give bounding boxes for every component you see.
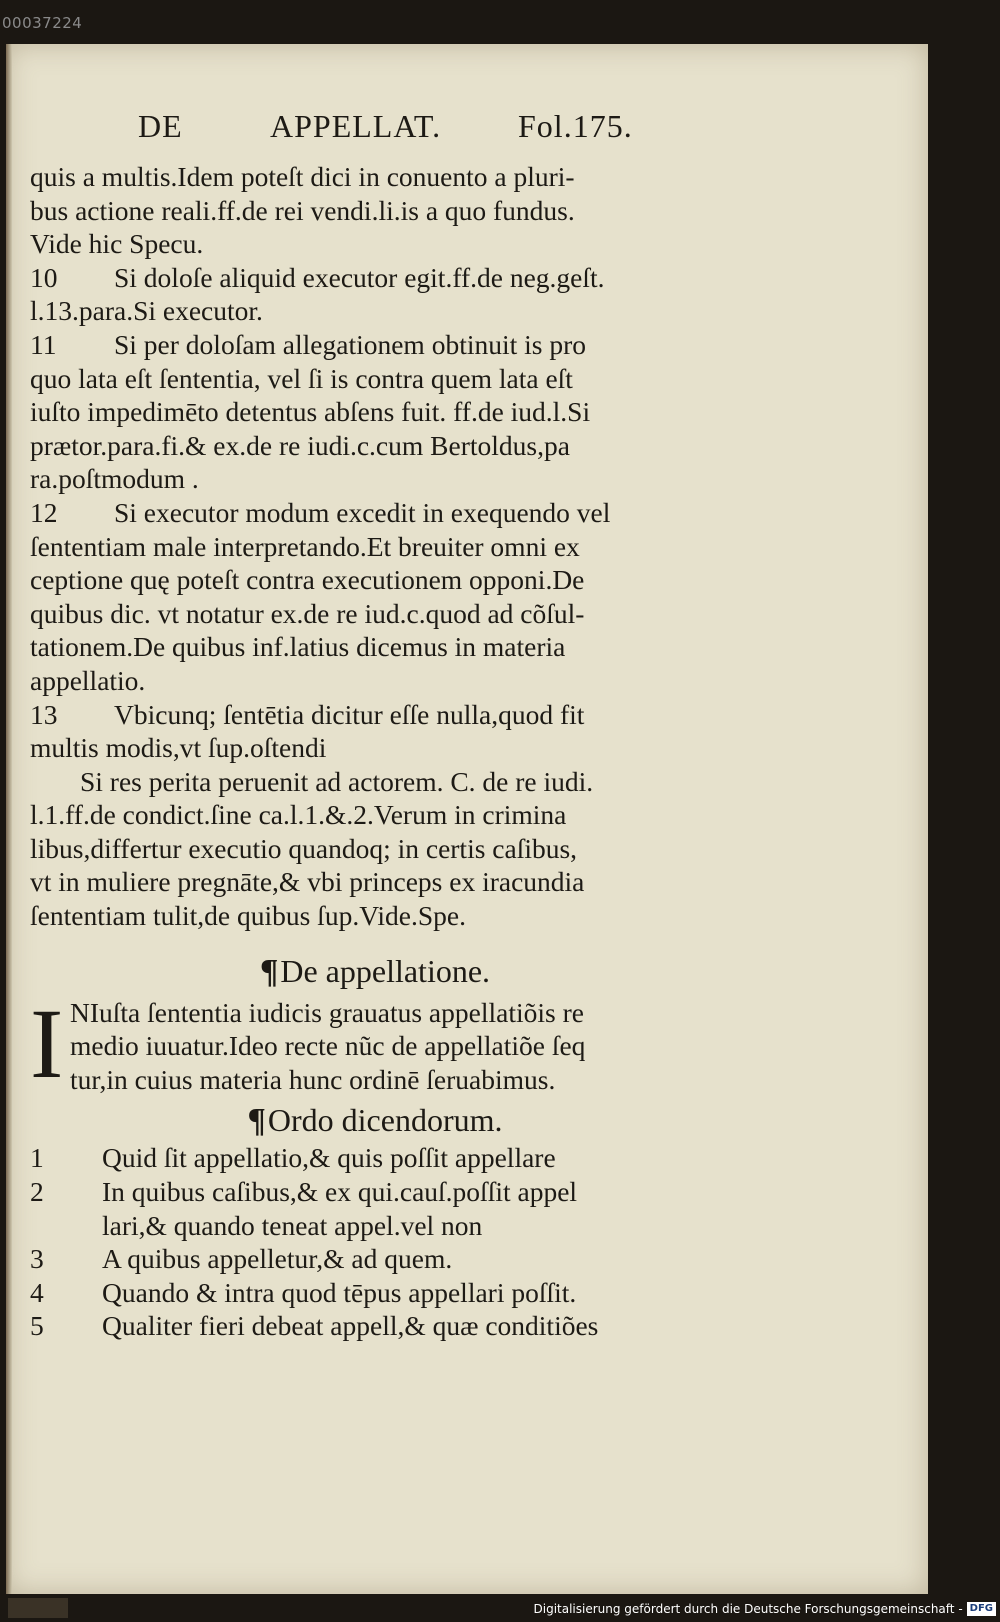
line-text: ra.poſtmodum . xyxy=(30,463,199,495)
order-item-number: 2 xyxy=(30,1176,44,1208)
line-text: quis a multis.Idem poteſt dici in conuento a pluri- xyxy=(30,161,575,192)
line-text: Si doloſe aliquid executor egit.ff.de neg.geſt. xyxy=(114,261,605,293)
text-line xyxy=(30,462,720,496)
text-line xyxy=(30,731,720,765)
line-text: Si per doloſam allegationem obtinuit is pro xyxy=(114,328,587,360)
order-item-text: In quibus caſibus,& ex qui.cauſ.poſſit appel xyxy=(102,1176,578,1208)
line-text: tationem.De quibus inf.latius dicemus in materia xyxy=(30,631,566,663)
order-item xyxy=(30,1309,720,1343)
text-line xyxy=(30,664,720,698)
line-text: bus actione reali.ff.de rei vendi.li.is a quo fundus. xyxy=(30,194,575,226)
paragraph-number: 10 xyxy=(30,261,58,293)
section-title-ordo xyxy=(30,1100,720,1141)
text-line xyxy=(30,630,720,664)
text-line xyxy=(30,496,720,530)
line-text: Vbicunq; ſentētia dicitur eſſe nulla,quod fit xyxy=(114,698,585,730)
header-middle: APPELLAT. xyxy=(270,108,442,144)
line-text: prætor.para.fi.& ex.de re iudi.c.cum Bertoldus,pa xyxy=(30,429,570,461)
credit-text: Digitalisierung gefördert durch die Deutsche Forschungsgemeinschaft - xyxy=(533,1602,963,1616)
line-text: libus,differtur executio quandoq; in certis caſibus, xyxy=(30,832,578,864)
text-line xyxy=(30,160,720,194)
order-item-text: lari,& quando teneat appel.vel non xyxy=(102,1209,483,1241)
text-line xyxy=(30,227,720,261)
paragraph-number: 11 xyxy=(30,328,57,360)
text-line xyxy=(30,765,720,799)
pilcrow-icon: ¶ xyxy=(259,952,279,990)
digitization-credit xyxy=(534,1602,997,1616)
order-item xyxy=(30,1276,720,1310)
pilcrow-icon: ¶ xyxy=(247,1102,266,1140)
intro-lines xyxy=(70,996,585,1097)
intro-line: NIuſta ſententia iudicis grauatus appellatiõis re xyxy=(70,996,584,1028)
text-line xyxy=(30,563,720,597)
order-item xyxy=(30,1175,720,1209)
order-item-number: 3 xyxy=(30,1243,44,1275)
text-line xyxy=(30,698,720,732)
line-text: Vide hic Specu. xyxy=(30,228,204,260)
text-line xyxy=(30,362,720,396)
line-text: quibus dic. vt notatur ex.de re iud.c.quod ad cõſul- xyxy=(30,597,585,629)
line-text: Si res perita peruenit ad actorem. C. de re iudi. xyxy=(80,765,594,797)
line-text: multis modis,vt ſup.oſtendi xyxy=(30,732,327,764)
paragraph-number: 12 xyxy=(30,496,58,528)
text-line xyxy=(30,395,720,429)
paragraph-number: 13 xyxy=(30,698,58,730)
text-line xyxy=(30,261,720,295)
intro-line: tur,in cuius materia hunc ordinē ſeruabimus. xyxy=(70,1063,556,1095)
book-page xyxy=(6,44,928,1594)
text-line xyxy=(30,429,720,463)
header-left: DE xyxy=(138,108,183,144)
order-item xyxy=(30,1141,720,1175)
dfg-logo: DFG xyxy=(967,1602,996,1616)
text-line xyxy=(30,194,720,228)
text-line xyxy=(30,597,720,631)
line-text: ſententiam tulit,de quibus ſup.Vide.Spe. xyxy=(30,900,466,932)
order-item-text: Qualiter fieri debeat appell,& quæ conditiões xyxy=(102,1310,599,1342)
page-gutter xyxy=(6,44,12,1594)
body-text xyxy=(30,160,720,933)
order-item-number: 5 xyxy=(30,1310,44,1342)
line-text: l.1.ff.de condict.ſine ca.l.1.&.2.Verum in crimina xyxy=(30,799,567,831)
text-line xyxy=(30,530,720,564)
line-text: ſententiam male interpretando.Et breuiter omni ex xyxy=(30,530,580,562)
intro-line: medio iuuatur.Ideo recte nũc de appellatiõe ſeq xyxy=(70,1030,586,1062)
scan-id-label: 00037224 xyxy=(2,14,83,32)
order-item-text: A quibus appelletur,& ad quem. xyxy=(102,1243,453,1275)
page-bottom-edge xyxy=(8,1598,68,1618)
text-line xyxy=(30,899,720,933)
page-content xyxy=(30,110,720,1343)
header-folio: Fol.175. xyxy=(518,108,633,144)
line-text: Si executor modum excedit in exequendo vel xyxy=(114,496,611,528)
order-list xyxy=(30,1141,720,1343)
order-item-text: Quid ſit appellatio,& quis poſſit appellare xyxy=(102,1142,556,1174)
line-text: ceptione quę poteſt contra executionem opponi.De xyxy=(30,564,585,596)
order-item xyxy=(30,1242,720,1276)
text-line xyxy=(30,328,720,362)
line-text: iuſto impedimēto detentus abſens fuit. ff.de iud.l.Si xyxy=(30,396,591,428)
order-item-number: 1 xyxy=(30,1142,44,1174)
drop-cap-initial: I xyxy=(30,987,64,1099)
text-line xyxy=(30,798,720,832)
text-line xyxy=(30,832,720,866)
line-text: appellatio. xyxy=(30,664,146,696)
order-item-text: Quando & intra quod tēpus appellari poſſit. xyxy=(102,1276,577,1308)
line-text: vt in muliere pregnāte,& vbi princeps ex iracundia xyxy=(30,866,585,898)
text-line xyxy=(30,294,720,328)
order-item xyxy=(30,1209,720,1243)
running-header xyxy=(30,110,720,160)
line-text: l.13.para.Si executor. xyxy=(30,295,263,327)
line-text: quo lata eſt ſententia, vel ſi is contra quem lata eſt xyxy=(30,362,573,394)
intro-paragraph xyxy=(30,987,720,1099)
order-item-number: 4 xyxy=(30,1276,44,1308)
section-title-text: Ordo dicendorum. xyxy=(267,1102,503,1139)
text-line xyxy=(30,865,720,899)
section-title-appellatione xyxy=(30,951,720,992)
section-title-text: De appellatione. xyxy=(280,952,491,989)
